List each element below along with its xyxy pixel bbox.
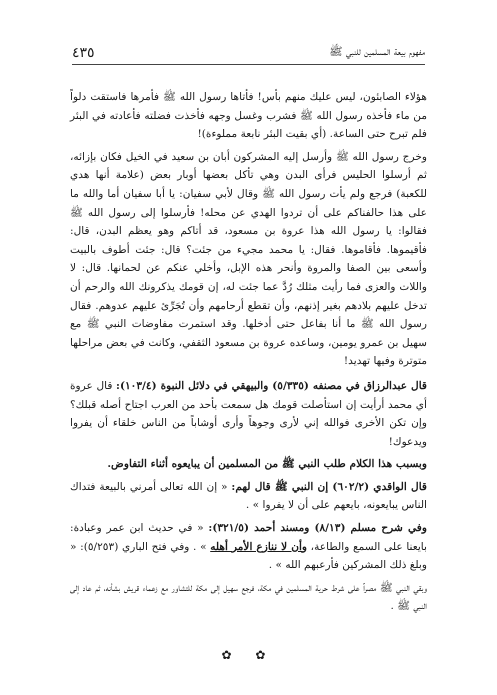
source-citation: وفي شرح مسلم (٨/١٣) ومسند أحمد (٣٢١/٥):	[208, 522, 427, 535]
page-header	[72, 43, 425, 63]
paragraph: هؤلاء الصابئون، ليس عليك منهم بأس! فأتاها رسول الله ﷺ فأمرها فاستقت دلواً من ماء فأخذه رسول الله ﷺ فشرب وغسل وجهه فأخذت فضلته فأعادته في البئر فلم تبرح حتى الساعة. (أي بقيت البئر نابعة مملوءة)!	[70, 91, 427, 141]
paragraph: وخرج رسول الله ﷺ وأرسل إليه المشركون أبان بن سعيد في الخيل فكان بإزائه، ثم أرسلوا الحليس فرأى البدن وهي تأكل بعضها أوبار بعض (علامة أنها هدي للكعبة) فرجع ولم يأت رسول الله ﷺ وقال لأبي سفيان: يا أبا سفيان أما والله ما على هذا حالفناكم على أن تردوا الهدي عن محله! فأرسلوا إلى رسول الله ﷺ فقالوا: يا رسول الله هذا عروة بن مسعود، قد أتاكم وهو يعظم البدن، قال: فأقيموها. فأقاموها. فقال: يا محمد مجيء من جئت؟ قال: جئت أطوف بالبيت وأسعى بين الصفا والمروة وأنحر هذه الإبل، وأخلي عنكم عن لحمانها. قال: لا واللات والعزى فما رأيت مثلك رُدَّ عما جئت له، إن قومك يذكرونك الله والرحم أن تدخل عليهم بلادهم بغير إذنهم، وأن تقطع أرحامهم وأن تُجَرِّئ عليهم عدوهم. فقال رسول الله ﷺ ما أنا بفاعل حتى أدخلها. وقد استمرت مفاوضات النبي ﷺ مع سهيل بن عمرو يومين، وساعده عروة بن مسعود الثقفي، وكانت في بعض مراحلها متوترة وفيها تهديد!	[70, 150, 427, 368]
source-paragraph	[70, 455, 427, 474]
page-body	[70, 88, 427, 620]
page-number: ٤٣٥	[72, 45, 95, 61]
source-citation: قال عبدالرزاق في مصنفه (٥/٣٣٥) والبيهقي في دلائل النبوة (١٠٣/٤):	[116, 379, 427, 392]
paragraph: وبقي النبي ﷺ مصراً على شرط حرية المسلمين في مكة، فرجع سهيل إلى مكة للتشاور مع زعماء قريش بشأنه، ثم عاد إلى النبي ﷺ .	[70, 581, 427, 613]
source-citation: وبسبب هذا الكلام طلب النبي ﷺ من المسلمين أن يبايعوه أثناء التفاوض.	[107, 458, 427, 471]
underlined-phrase: وأن لا ننازع الأمر أهله	[210, 540, 308, 553]
ornament-divider: ✿ ✿	[221, 648, 276, 662]
source-citation: قال الواقدي (٦٠٢/٢) إن النبي ﷺ قال لهم:	[231, 480, 427, 493]
source-paragraph	[70, 478, 427, 515]
source-text: قال عروة أي محمد أرأيت إن استأصلت قومك هل سمعت بأحد من العرب اجتاح أصله قبلك؟ وإن تكن الأخرى فوالله إني لأرى وجوهاً وأرى أوشاباً من الناس خلقاء أن يفروا ويدعوك!	[70, 379, 427, 448]
source-text-tail: » . وفي فتح الباري (٥/٢٥٣): « وبلغ ذلك المشركين فأرعبهم الله » .	[70, 540, 427, 572]
source-paragraph	[70, 519, 427, 575]
header-rule	[72, 64, 425, 65]
source-text: « في حديث ابن عمر وعبادة: بايعنا على السمع والطاعة،	[70, 522, 427, 553]
source-text: « إن الله تعالى أمرني بالبيعة فتداك الناس يبايعونه، بايعهم على أن لا يفروا » .	[70, 480, 427, 512]
source-paragraph	[70, 377, 427, 451]
running-title: مفهوم بيعة المسلمين للنبي ﷺ	[329, 45, 425, 58]
